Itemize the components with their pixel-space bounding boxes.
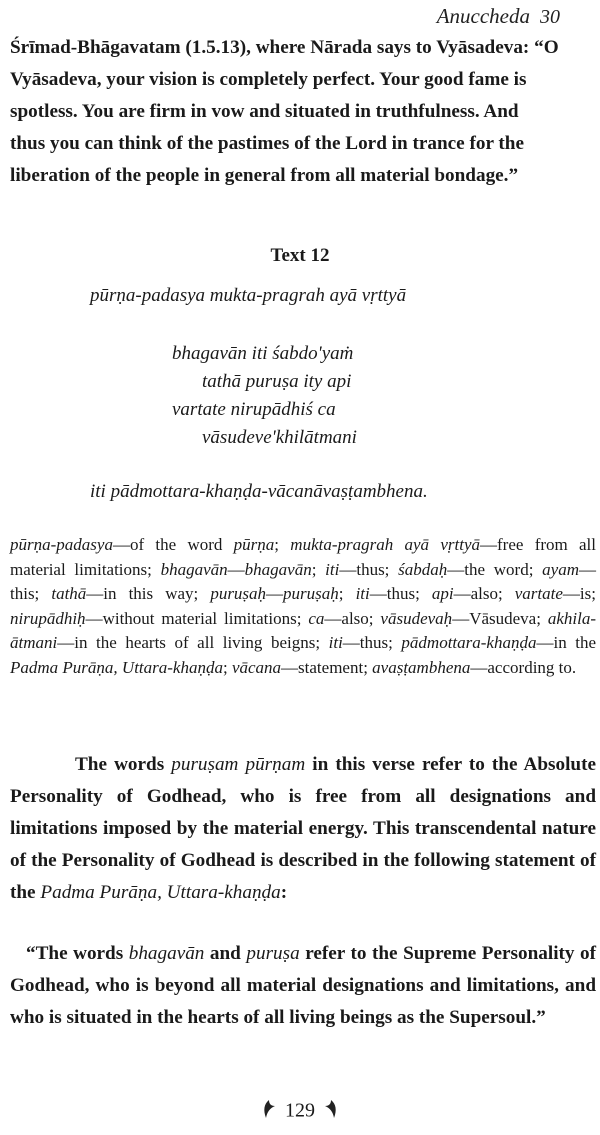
commentary-text: The words <box>75 754 172 775</box>
gloss-text: —in this way; <box>86 584 211 604</box>
commentary-term: puruṣam pūrṇam <box>171 754 306 775</box>
verse-colophon: iti pādmottara-khaṇḍa-vācanāvaṣṭambhena. <box>90 481 428 502</box>
verse-line-1: pūrṇa-padasya mukta-pragrah ayā vṛttyā <box>90 285 407 306</box>
gloss-term: Padma Purāṇa, Uttara-khaṇḍa <box>10 657 223 677</box>
gloss-term: bhagavān <box>244 559 312 579</box>
gloss-term: puruṣaḥ <box>283 584 339 604</box>
quotation-term: puruṣa <box>246 943 300 964</box>
verse-line-2: bhagavān iti śabdo'yaṁ <box>172 343 354 364</box>
gloss-term: tathā <box>51 584 87 604</box>
commentary-paragraph <box>10 749 596 909</box>
gloss-text: — <box>266 584 284 604</box>
gloss-term: iti <box>325 559 340 579</box>
right-ornament-icon <box>323 1098 339 1126</box>
opening-line-3: spotless. You are firm in vow and situated in truthfulness. And <box>10 101 519 122</box>
gloss-term: puruṣaḥ <box>210 584 267 604</box>
commentary-text: : <box>280 882 288 903</box>
gloss-text: —in the hearts of all living beigns; <box>57 633 329 653</box>
opening-line-1: Śrīmad-Bhāgavatam (1.5.13), where Nārada says to Vyāsadeva: “O <box>10 37 559 58</box>
gloss-term: iti <box>328 633 343 653</box>
gloss-text: —of the word <box>112 535 234 554</box>
chapter-number: 30 <box>540 6 560 28</box>
page-footer <box>0 1098 600 1126</box>
gloss-term: mukta-pragrah ayā vṛttyā <box>290 535 480 554</box>
gloss-term: vācana <box>231 657 282 677</box>
gloss-text: —statement; <box>281 657 373 677</box>
commentary-term: Padma Purāṇa, Uttara-khaṇḍa <box>40 882 281 903</box>
gloss-text: —Vāsudeva; <box>452 608 548 628</box>
gloss-term: api <box>431 584 454 604</box>
chapter-title: Anuccheda <box>436 4 530 28</box>
gloss-text: —the word; <box>447 559 543 579</box>
gloss-term: ca <box>308 608 325 628</box>
gloss-text: —in the <box>536 633 597 653</box>
left-ornament-icon <box>261 1098 277 1126</box>
gloss-term: akhila-ātmani <box>10 608 596 653</box>
gloss-term: nirupādhiḥ <box>10 608 86 628</box>
gloss-text: —thus; <box>339 559 399 579</box>
opening-line-4: thus you can think of the pastimes of the Lord in trance for the <box>10 133 524 154</box>
gloss-term: iti <box>355 584 370 604</box>
gloss-term: pūrṇa-padasya <box>10 535 113 554</box>
quotation-paragraph <box>10 938 596 1034</box>
gloss-term: śabdaḥ <box>398 559 448 579</box>
gloss-term: bhagavān <box>160 559 228 579</box>
gloss-term: vartate <box>514 584 563 604</box>
gloss-term: pūrṇa <box>233 535 275 554</box>
gloss-text: —also; <box>324 608 381 628</box>
gloss-text: ; <box>338 584 356 604</box>
gloss-text: ; <box>222 657 232 677</box>
gloss-text: —is; <box>562 584 596 604</box>
word-for-word-gloss <box>10 533 596 681</box>
gloss-text: ; <box>274 535 291 554</box>
gloss-term: pādmottara-khaṇḍa <box>401 633 537 653</box>
quotation-text: refer to the Supreme Personality of Godhead, who is beyond all material designations and limitations, and who is situated in the hearts of all living beings as the Supersoul.” <box>10 943 596 1028</box>
verse-line-5: vāsudeve'khilātmani <box>202 427 357 448</box>
gloss-text: — <box>227 559 245 579</box>
text-heading: Text 12 <box>270 245 330 266</box>
quotation-text: and <box>204 943 247 964</box>
opening-line-5: liberation of the people in general from all material bondage.” <box>10 165 519 186</box>
gloss-text: —thus; <box>369 584 432 604</box>
gloss-term: ayam <box>542 559 579 579</box>
gloss-text: —this; <box>10 559 596 604</box>
quotation-text: “The words <box>26 943 129 964</box>
gloss-text: —also; <box>453 584 515 604</box>
gloss-text: —thus; <box>342 633 402 653</box>
gloss-text: —free from all material limitations; <box>10 535 597 579</box>
opening-line-2: Vyāsadeva, your vision is completely perfect. Your good fame is <box>10 69 527 90</box>
gloss-term: vāsudevaḥ <box>380 608 453 628</box>
commentary-text: in this verse refer to the Absolute Personality of Godhead, who is free from all designations and limitations imposed by the material energy. This transcendental nature of the Personality of Godhead is described in the following statement of the <box>10 754 596 903</box>
verse-line-4: vartate nirupādhiś ca <box>172 399 336 420</box>
running-header <box>437 4 560 29</box>
opening-paragraph <box>10 32 596 192</box>
gloss-text: ; <box>311 559 326 579</box>
quotation-term: bhagavān <box>128 943 205 964</box>
gloss-text: —according to. <box>470 657 577 677</box>
gloss-text: —without material limitations; <box>85 608 309 628</box>
verse-line-3: tathā puruṣa ity api <box>202 371 352 392</box>
page-number: 129 <box>285 1099 315 1122</box>
gloss-term: avaṣṭambhena <box>372 657 471 677</box>
